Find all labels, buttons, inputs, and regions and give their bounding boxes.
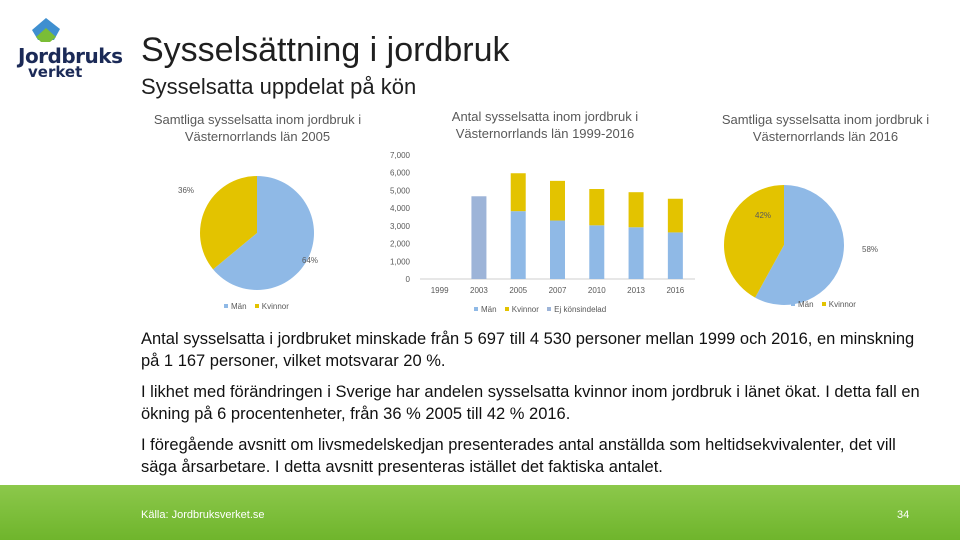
y-tick-label: 7,000 [389, 151, 410, 160]
legend-swatch-ej-konsindelad [547, 307, 551, 311]
legend-label-man: Män [481, 305, 497, 314]
bar-chart-title: Antal sysselsatta inom jordbruk i Västernorrlands län 1999-2016 [451, 109, 639, 141]
pie-chart-2016 [740, 170, 890, 290]
legend-swatch-kvinnor [255, 304, 259, 308]
bar-2016-man [668, 232, 683, 279]
bar-2005-kvinnor [511, 173, 526, 211]
logo-text-line2: verket [28, 63, 83, 81]
pie-data-label: 36% [178, 186, 195, 195]
page-subtitle: Sysselsatta uppdelat på kön [141, 74, 417, 99]
x-tick-label: 1999 [430, 286, 449, 295]
y-tick-label: 6,000 [389, 168, 410, 178]
bar-chart-legend [468, 305, 606, 314]
pie-data-label: 42% [755, 211, 772, 220]
x-tick-label: 2010 [587, 286, 606, 295]
bar-2010-kvinnor [589, 189, 604, 225]
legend-label-kvinnor: Kvinnor [828, 300, 856, 309]
legend-swatch-man [474, 307, 478, 311]
legend-swatch-kvinnor [505, 307, 509, 311]
pie-data-label: 58% [862, 245, 879, 254]
x-tick-label: 2016 [666, 286, 685, 295]
bar-2007-kvinnor [550, 181, 565, 221]
legend-swatch-man [224, 304, 228, 308]
bar-2016-kvinnor [668, 199, 683, 233]
source-text: Källa: Jordbruksverket.se [141, 509, 265, 521]
y-tick-label: 0 [405, 275, 410, 284]
legend-label-kvinnor: Kvinnor [261, 302, 289, 311]
paragraph-method-note: I föregående avsnitt om livsmedelskedjan presenterades antal anställda som heltidsekvivalenter, det vill säga årsarbetare. I detta avsnitt presenteras istället det faktiska antalet. [141, 436, 896, 476]
legend-swatch-kvinnor [822, 302, 826, 306]
pie-chart-2005 [180, 170, 340, 280]
bar-2013-man [629, 227, 644, 279]
legend-swatch-man [791, 302, 795, 306]
y-tick-label: 1,000 [389, 257, 410, 267]
bar-chart-1999-2016 [360, 140, 710, 320]
paragraph-decline: Antal sysselsatta i jordbruket minskade från 5 697 till 4 530 personer mellan 1999 och 2016, en minskning på 1 167 personer, vilket motsvarar 20 %. [141, 330, 915, 370]
legend-label-man: Män [798, 300, 814, 309]
logo-text-line1: Jordbruks [18, 44, 123, 68]
pie-data-label: 64% [302, 256, 319, 265]
paragraph-women-share: I likhet med förändringen i Sverige har andelen sysselsatta kvinnor inom jordbruk i länet ökat. I detta fall en ökning på 6 procentenheter, från 36 % 2005 till 42 % 2016. [141, 383, 920, 423]
bar-2005-man [511, 211, 526, 279]
x-tick-label: 2013 [627, 286, 645, 295]
legend-label-ej-konsindelad: Ej könsindelad [554, 305, 607, 314]
y-tick-label: 3,000 [389, 221, 410, 231]
legend-label-man: Män [231, 302, 247, 311]
pie-2016-title: Samtliga sysselsatta inom jordbruk i Västernorrlands län 2016 [721, 112, 930, 144]
y-tick-label: 2,000 [389, 239, 410, 249]
bar-2010-man [589, 225, 604, 279]
x-tick-label: 2003 [470, 286, 488, 295]
pie-2016-legend [785, 300, 856, 309]
bar-2013-kvinnor [629, 192, 644, 227]
x-tick-label: 2007 [548, 286, 567, 295]
y-tick-label: 4,000 [389, 204, 410, 214]
y-tick-label: 5,000 [389, 186, 410, 196]
page-title: Sysselsättning i jordbruk [141, 31, 510, 69]
legend-label-kvinnor: Kvinnor [511, 305, 539, 314]
pie-2005-title: Samtliga sysselsatta inom jordbruk i Västernorrlands län 2005 [153, 112, 362, 144]
page-number: 34 [897, 509, 910, 521]
bar-2003-ej-konsindelad [471, 196, 486, 279]
bar-2007-man [550, 221, 565, 279]
pie-2005-legend [218, 302, 289, 311]
x-tick-label: 2005 [509, 286, 528, 295]
